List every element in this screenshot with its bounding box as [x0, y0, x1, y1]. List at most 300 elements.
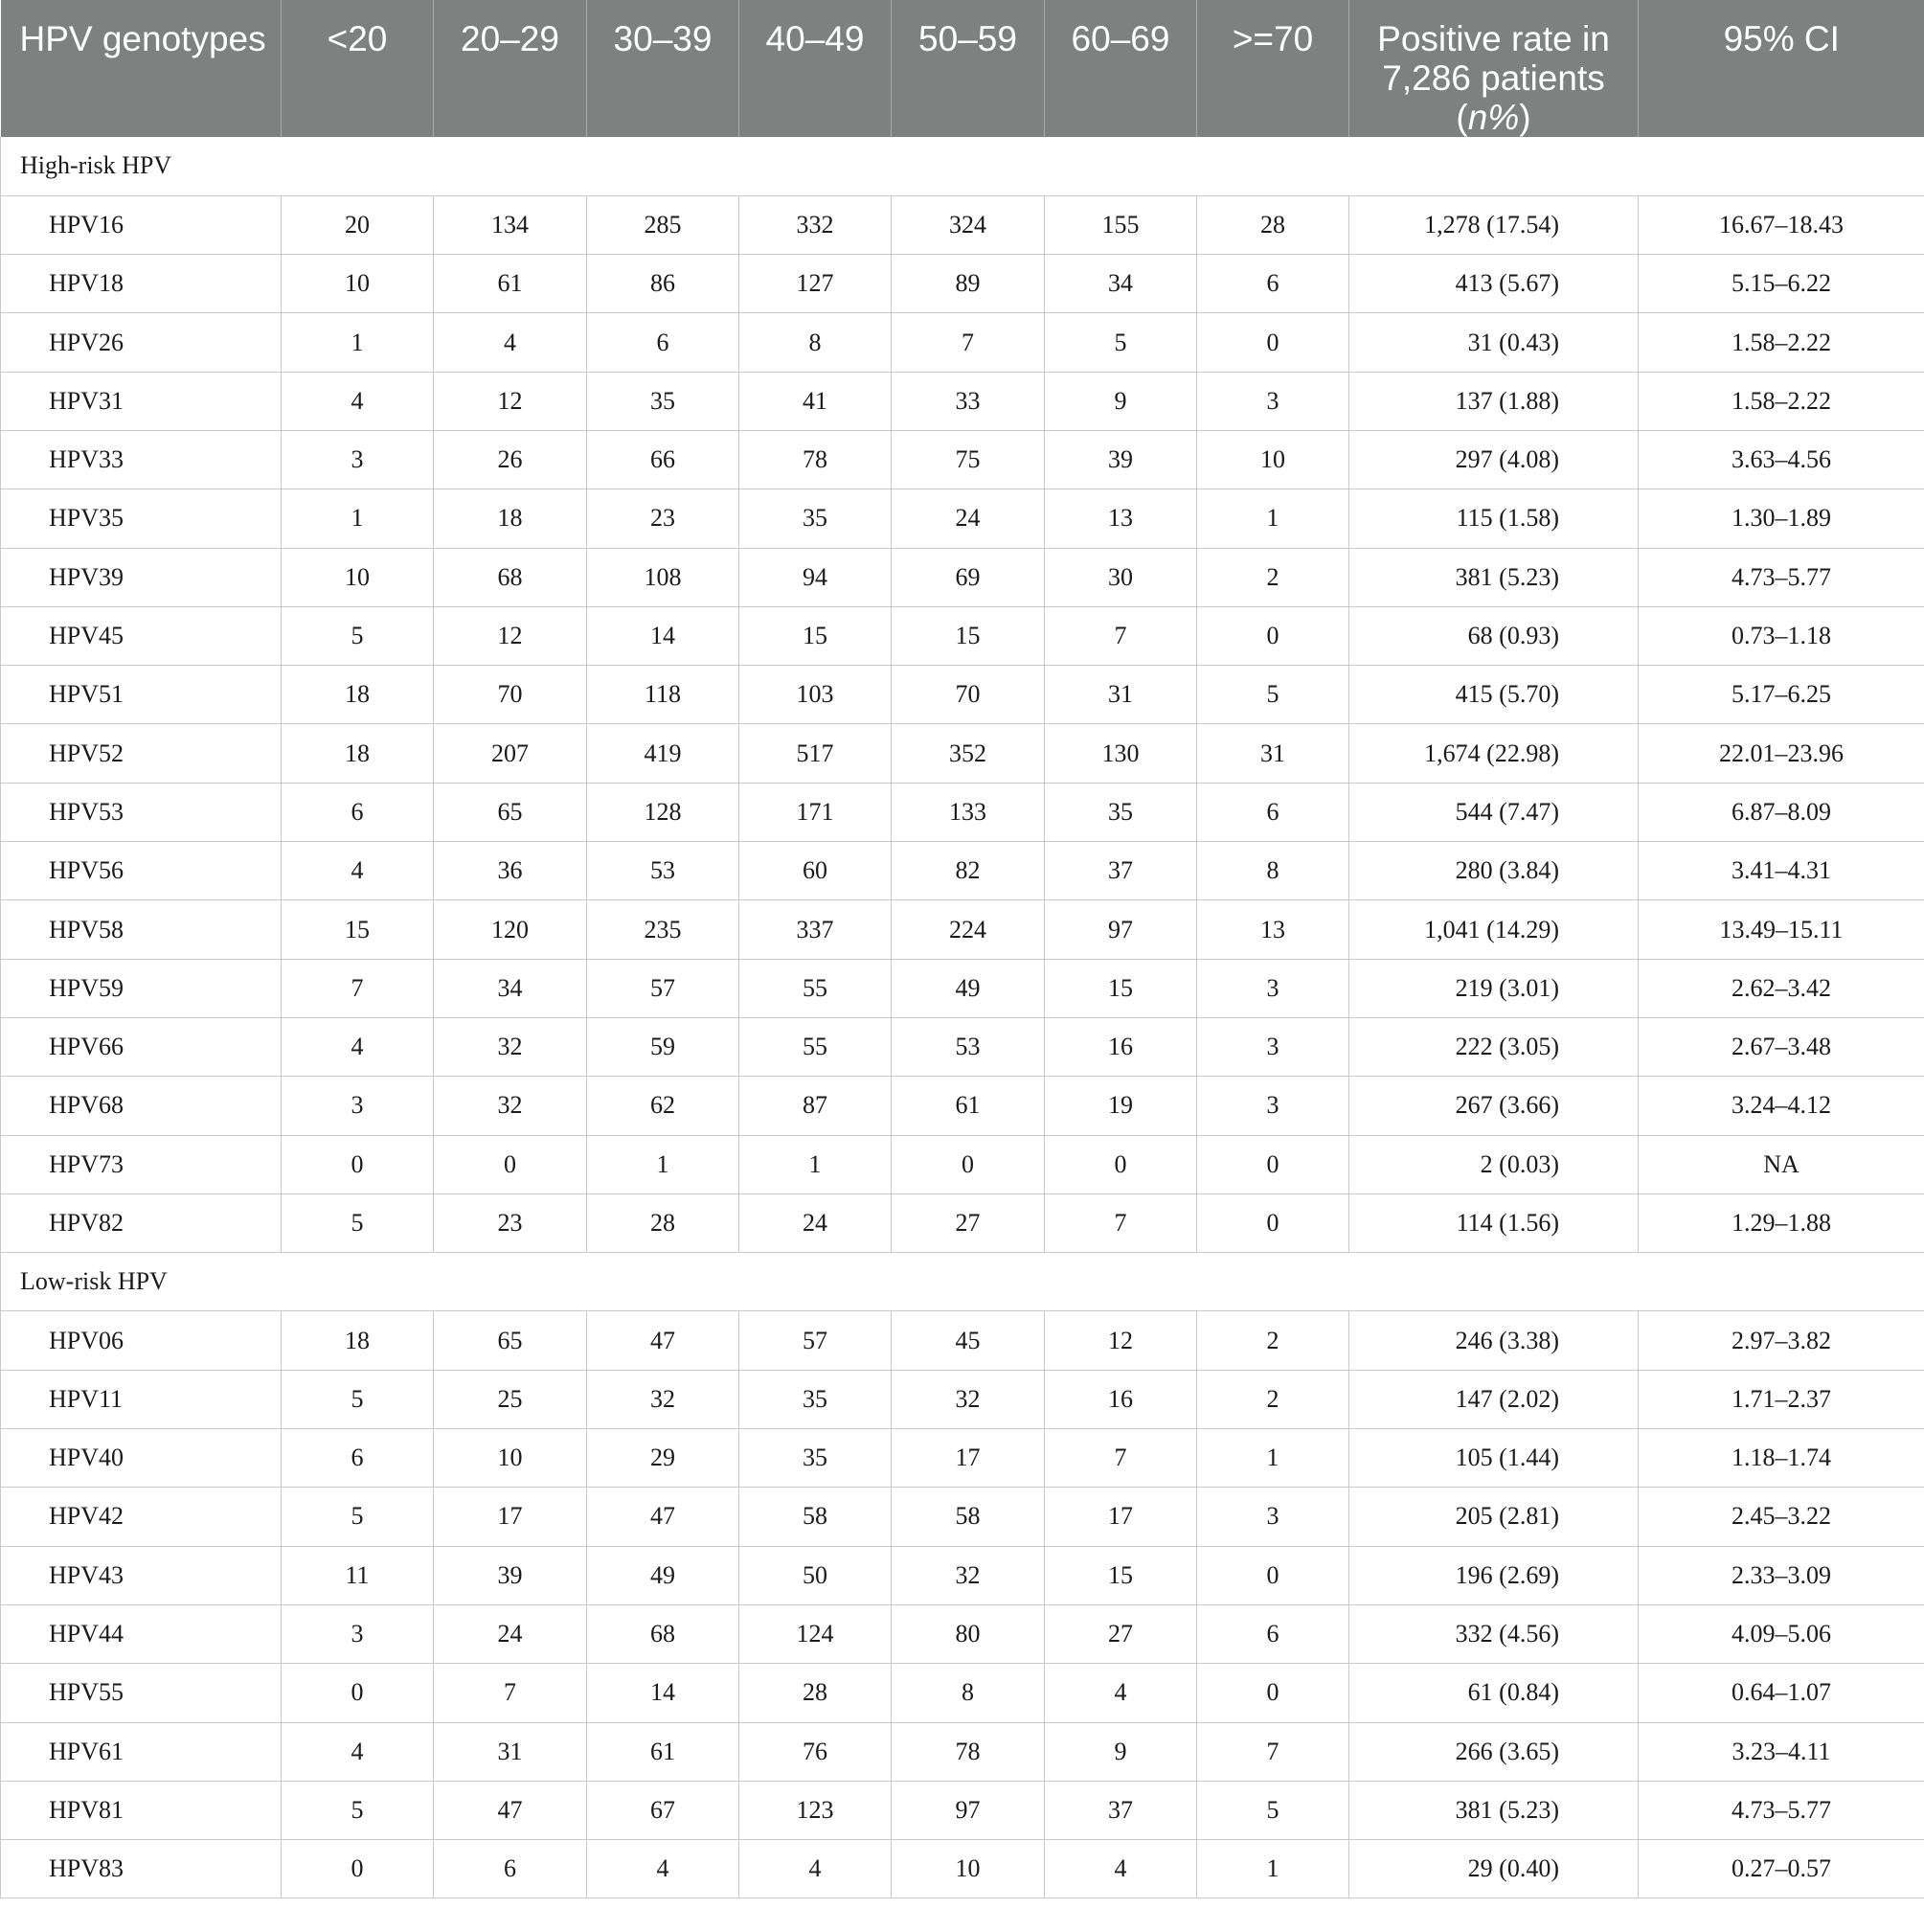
- count-cell: 133: [892, 783, 1045, 841]
- header-age-40-49: 40–49: [739, 0, 892, 137]
- count-cell: 49: [892, 959, 1045, 1017]
- count-cell: 224: [892, 900, 1045, 959]
- count-cell: 118: [587, 666, 739, 724]
- count-cell: 13: [1197, 900, 1349, 959]
- count-cell: 24: [892, 489, 1045, 548]
- count-cell: 171: [739, 783, 892, 841]
- count-cell: 86: [587, 255, 739, 313]
- count-cell: 0: [282, 1664, 434, 1722]
- count-cell: 130: [1045, 724, 1197, 783]
- count-cell: 9: [1045, 372, 1197, 430]
- table-row: [1, 255, 1924, 313]
- count-cell: 27: [892, 1193, 1045, 1252]
- count-cell: 6: [282, 783, 434, 841]
- header-genotype: HPV genotypes: [1, 0, 282, 137]
- count-cell: 35: [587, 372, 739, 430]
- table-row: [1, 842, 1924, 900]
- count-cell: 4: [434, 313, 587, 372]
- header-age-under-20: <20: [282, 0, 434, 137]
- count-cell: 35: [739, 1370, 892, 1428]
- count-cell: 0: [1197, 313, 1349, 372]
- ci-cell: 0.73–1.18: [1639, 606, 1924, 665]
- table-row: [1, 1488, 1924, 1546]
- count-cell: 3: [1197, 1488, 1349, 1546]
- genotype-cell: HPV42: [1, 1488, 282, 1546]
- genotype-cell: HPV44: [1, 1604, 282, 1663]
- genotype-cell: HPV56: [1, 842, 282, 900]
- table-row: [1, 959, 1924, 1017]
- count-cell: 18: [282, 666, 434, 724]
- count-cell: 27: [1045, 1604, 1197, 1663]
- count-cell: 1: [282, 313, 434, 372]
- count-cell: 3: [1197, 372, 1349, 430]
- table-row: [1, 1546, 1924, 1604]
- count-cell: 47: [434, 1781, 587, 1839]
- count-cell: 17: [434, 1488, 587, 1546]
- count-cell: 1: [282, 489, 434, 548]
- table-row: [1, 372, 1924, 430]
- ci-cell: 3.41–4.31: [1639, 842, 1924, 900]
- table-row: [1, 900, 1924, 959]
- count-cell: 127: [739, 255, 892, 313]
- count-cell: 20: [282, 195, 434, 254]
- count-cell: 4: [1045, 1664, 1197, 1722]
- count-cell: 65: [434, 783, 587, 841]
- count-cell: 17: [1045, 1488, 1197, 1546]
- table-row: [1, 313, 1924, 372]
- genotype-cell: HPV58: [1, 900, 282, 959]
- count-cell: 62: [587, 1077, 739, 1135]
- count-cell: 108: [587, 548, 739, 606]
- count-cell: 10: [892, 1840, 1045, 1898]
- count-cell: 45: [892, 1311, 1045, 1370]
- positive-rate-cell: 1,278 (17.54): [1349, 195, 1639, 254]
- count-cell: 14: [587, 1664, 739, 1722]
- count-cell: 37: [1045, 1781, 1197, 1839]
- ci-cell: 1.58–2.22: [1639, 372, 1924, 430]
- positive-rate-cell: 280 (3.84): [1349, 842, 1639, 900]
- positive-rate-cell: 115 (1.58): [1349, 489, 1639, 548]
- count-cell: 28: [739, 1664, 892, 1722]
- ci-cell: 4.73–5.77: [1639, 548, 1924, 606]
- count-cell: 32: [587, 1370, 739, 1428]
- count-cell: 4: [282, 372, 434, 430]
- header-positive-rate-suffix: ): [1519, 98, 1531, 137]
- count-cell: 15: [739, 606, 892, 665]
- count-cell: 32: [892, 1370, 1045, 1428]
- count-cell: 12: [434, 606, 587, 665]
- count-cell: 57: [587, 959, 739, 1017]
- ci-cell: 1.18–1.74: [1639, 1429, 1924, 1488]
- count-cell: 53: [892, 1017, 1045, 1076]
- count-cell: 8: [892, 1664, 1045, 1722]
- count-cell: 55: [739, 959, 892, 1017]
- count-cell: 4: [282, 1722, 434, 1781]
- count-cell: 32: [434, 1017, 587, 1076]
- count-cell: 120: [434, 900, 587, 959]
- count-cell: 6: [282, 1429, 434, 1488]
- genotype-cell: HPV61: [1, 1722, 282, 1781]
- count-cell: 0: [1197, 1546, 1349, 1604]
- count-cell: 32: [892, 1546, 1045, 1604]
- table-body: [1, 137, 1924, 1898]
- count-cell: 58: [739, 1488, 892, 1546]
- ci-cell: 13.49–15.11: [1639, 900, 1924, 959]
- count-cell: 3: [282, 430, 434, 489]
- count-cell: 6: [1197, 1604, 1349, 1663]
- header-positive-rate-italic: n%: [1467, 98, 1520, 137]
- count-cell: 419: [587, 724, 739, 783]
- genotype-cell: HPV39: [1, 548, 282, 606]
- count-cell: 5: [282, 1193, 434, 1252]
- count-cell: 19: [1045, 1077, 1197, 1135]
- count-cell: 34: [434, 959, 587, 1017]
- count-cell: 6: [1197, 255, 1349, 313]
- table-row: [1, 1077, 1924, 1135]
- count-cell: 12: [1045, 1311, 1197, 1370]
- count-cell: 32: [434, 1077, 587, 1135]
- genotype-cell: HPV51: [1, 666, 282, 724]
- count-cell: 68: [434, 548, 587, 606]
- count-cell: 18: [282, 724, 434, 783]
- count-cell: 0: [282, 1135, 434, 1193]
- ci-cell: 2.97–3.82: [1639, 1311, 1924, 1370]
- count-cell: 61: [892, 1077, 1045, 1135]
- count-cell: 0: [1197, 1193, 1349, 1252]
- count-cell: 24: [739, 1193, 892, 1252]
- count-cell: 1: [1197, 489, 1349, 548]
- ci-cell: 2.33–3.09: [1639, 1546, 1924, 1604]
- count-cell: 0: [1197, 1135, 1349, 1193]
- positive-rate-cell: 332 (4.56): [1349, 1604, 1639, 1663]
- table-row: [1, 1193, 1924, 1252]
- ci-cell: 3.23–4.11: [1639, 1722, 1924, 1781]
- count-cell: 58: [892, 1488, 1045, 1546]
- count-cell: 53: [587, 842, 739, 900]
- count-cell: 34: [1045, 255, 1197, 313]
- count-cell: 18: [282, 1311, 434, 1370]
- count-cell: 78: [892, 1722, 1045, 1781]
- count-cell: 0: [282, 1840, 434, 1898]
- count-cell: 7: [1045, 1193, 1197, 1252]
- count-cell: 15: [282, 900, 434, 959]
- count-cell: 70: [434, 666, 587, 724]
- count-cell: 9: [1045, 1722, 1197, 1781]
- table-row: [1, 1722, 1924, 1781]
- count-cell: 76: [739, 1722, 892, 1781]
- count-cell: 2: [1197, 1370, 1349, 1428]
- table-row: [1, 606, 1924, 665]
- count-cell: 517: [739, 724, 892, 783]
- count-cell: 5: [282, 1370, 434, 1428]
- genotype-cell: HPV73: [1, 1135, 282, 1193]
- table-row: [1, 1429, 1924, 1488]
- count-cell: 29: [587, 1429, 739, 1488]
- genotype-cell: HPV53: [1, 783, 282, 841]
- count-cell: 80: [892, 1604, 1045, 1663]
- ci-cell: 3.63–4.56: [1639, 430, 1924, 489]
- count-cell: 15: [1045, 959, 1197, 1017]
- positive-rate-cell: 267 (3.66): [1349, 1077, 1639, 1135]
- genotype-cell: HPV52: [1, 724, 282, 783]
- count-cell: 103: [739, 666, 892, 724]
- count-cell: 16: [1045, 1370, 1197, 1428]
- count-cell: 61: [434, 255, 587, 313]
- count-cell: 59: [587, 1017, 739, 1076]
- positive-rate-cell: 68 (0.93): [1349, 606, 1639, 665]
- table-row: [1, 1840, 1924, 1898]
- count-cell: 6: [587, 313, 739, 372]
- count-cell: 50: [739, 1546, 892, 1604]
- count-cell: 5: [1197, 1781, 1349, 1839]
- count-cell: 285: [587, 195, 739, 254]
- count-cell: 30: [1045, 548, 1197, 606]
- count-cell: 1: [1197, 1429, 1349, 1488]
- positive-rate-cell: 147 (2.02): [1349, 1370, 1639, 1428]
- group-label: Low-risk HPV: [1, 1253, 1924, 1311]
- count-cell: 31: [1045, 666, 1197, 724]
- genotype-cell: HPV43: [1, 1546, 282, 1604]
- genotype-cell: HPV26: [1, 313, 282, 372]
- table-row: [1, 666, 1924, 724]
- count-cell: 5: [282, 606, 434, 665]
- count-cell: 28: [587, 1193, 739, 1252]
- positive-rate-cell: 246 (3.38): [1349, 1311, 1639, 1370]
- count-cell: 14: [587, 606, 739, 665]
- table-row: [1, 548, 1924, 606]
- count-cell: 11: [282, 1546, 434, 1604]
- count-cell: 78: [739, 430, 892, 489]
- positive-rate-cell: 61 (0.84): [1349, 1664, 1639, 1722]
- count-cell: 94: [739, 548, 892, 606]
- positive-rate-cell: 29 (0.40): [1349, 1840, 1639, 1898]
- count-cell: 60: [739, 842, 892, 900]
- count-cell: 87: [739, 1077, 892, 1135]
- count-cell: 7: [892, 313, 1045, 372]
- genotype-cell: HPV31: [1, 372, 282, 430]
- positive-rate-cell: 137 (1.88): [1349, 372, 1639, 430]
- count-cell: 47: [587, 1488, 739, 1546]
- count-cell: 5: [1197, 666, 1349, 724]
- genotype-cell: HPV06: [1, 1311, 282, 1370]
- group-row: [1, 137, 1924, 195]
- count-cell: 25: [434, 1370, 587, 1428]
- table-row: [1, 1135, 1924, 1193]
- count-cell: 0: [434, 1135, 587, 1193]
- count-cell: 69: [892, 548, 1045, 606]
- table-row: [1, 430, 1924, 489]
- count-cell: 235: [587, 900, 739, 959]
- count-cell: 3: [1197, 1077, 1349, 1135]
- count-cell: 39: [434, 1546, 587, 1604]
- count-cell: 97: [1045, 900, 1197, 959]
- ci-cell: 0.27–0.57: [1639, 1840, 1924, 1898]
- count-cell: 70: [892, 666, 1045, 724]
- count-cell: 1: [1197, 1840, 1349, 1898]
- count-cell: 37: [1045, 842, 1197, 900]
- count-cell: 12: [434, 372, 587, 430]
- header-age-30-39: 30–39: [587, 0, 739, 137]
- count-cell: 6: [1197, 783, 1349, 841]
- table-row: [1, 489, 1924, 548]
- ci-cell: 2.45–3.22: [1639, 1488, 1924, 1546]
- count-cell: 5: [282, 1781, 434, 1839]
- count-cell: 0: [1197, 1664, 1349, 1722]
- count-cell: 6: [434, 1840, 587, 1898]
- genotype-cell: HPV35: [1, 489, 282, 548]
- positive-rate-cell: 415 (5.70): [1349, 666, 1639, 724]
- ci-cell: 4.09–5.06: [1639, 1604, 1924, 1663]
- positive-rate-cell: 544 (7.47): [1349, 783, 1639, 841]
- header-age-60-69: 60–69: [1045, 0, 1197, 137]
- count-cell: 123: [739, 1781, 892, 1839]
- count-cell: 33: [892, 372, 1045, 430]
- header-age-20-29: 20–29: [434, 0, 587, 137]
- table-row: [1, 1017, 1924, 1076]
- table-row: [1, 1604, 1924, 1663]
- count-cell: 61: [587, 1722, 739, 1781]
- positive-rate-cell: 222 (3.05): [1349, 1017, 1639, 1076]
- count-cell: 2: [1197, 1311, 1349, 1370]
- ci-cell: 1.71–2.37: [1639, 1370, 1924, 1428]
- header-age-70-plus: >=70: [1197, 0, 1349, 137]
- count-cell: 68: [587, 1604, 739, 1663]
- ci-cell: 3.24–4.12: [1639, 1077, 1924, 1135]
- count-cell: 10: [282, 255, 434, 313]
- group-label: High-risk HPV: [1, 137, 1924, 195]
- count-cell: 31: [434, 1722, 587, 1781]
- ci-cell: 22.01–23.96: [1639, 724, 1924, 783]
- genotype-cell: HPV18: [1, 255, 282, 313]
- count-cell: 2: [1197, 548, 1349, 606]
- positive-rate-cell: 105 (1.44): [1349, 1429, 1639, 1488]
- ci-cell: 5.17–6.25: [1639, 666, 1924, 724]
- count-cell: 35: [739, 489, 892, 548]
- count-cell: 332: [739, 195, 892, 254]
- table-row: [1, 1370, 1924, 1428]
- count-cell: 49: [587, 1546, 739, 1604]
- count-cell: 3: [282, 1604, 434, 1663]
- positive-rate-cell: 381 (5.23): [1349, 548, 1639, 606]
- genotype-cell: HPV83: [1, 1840, 282, 1898]
- count-cell: 10: [434, 1429, 587, 1488]
- genotype-cell: HPV45: [1, 606, 282, 665]
- count-cell: 207: [434, 724, 587, 783]
- positive-rate-cell: 205 (2.81): [1349, 1488, 1639, 1546]
- positive-rate-cell: 266 (3.65): [1349, 1722, 1639, 1781]
- genotype-cell: HPV11: [1, 1370, 282, 1428]
- count-cell: 15: [1045, 1546, 1197, 1604]
- positive-rate-cell: 219 (3.01): [1349, 959, 1639, 1017]
- count-cell: 31: [1197, 724, 1349, 783]
- count-cell: 15: [892, 606, 1045, 665]
- count-cell: 337: [739, 900, 892, 959]
- genotype-cell: HPV59: [1, 959, 282, 1017]
- positive-rate-cell: 297 (4.08): [1349, 430, 1639, 489]
- count-cell: 24: [434, 1604, 587, 1663]
- count-cell: 7: [434, 1664, 587, 1722]
- ci-cell: 1.29–1.88: [1639, 1193, 1924, 1252]
- count-cell: 39: [1045, 430, 1197, 489]
- count-cell: 4: [587, 1840, 739, 1898]
- count-cell: 57: [739, 1311, 892, 1370]
- ci-cell: 16.67–18.43: [1639, 195, 1924, 254]
- count-cell: 23: [587, 489, 739, 548]
- count-cell: 8: [1197, 842, 1349, 900]
- count-cell: 1: [739, 1135, 892, 1193]
- count-cell: 7: [1045, 1429, 1197, 1488]
- count-cell: 10: [1197, 430, 1349, 489]
- count-cell: 89: [892, 255, 1045, 313]
- count-cell: 4: [1045, 1840, 1197, 1898]
- count-cell: 7: [282, 959, 434, 1017]
- count-cell: 17: [892, 1429, 1045, 1488]
- positive-rate-cell: 196 (2.69): [1349, 1546, 1639, 1604]
- count-cell: 75: [892, 430, 1045, 489]
- count-cell: 4: [739, 1840, 892, 1898]
- count-cell: 1: [587, 1135, 739, 1193]
- count-cell: 8: [739, 313, 892, 372]
- table-row: [1, 1311, 1924, 1370]
- genotype-cell: HPV81: [1, 1781, 282, 1839]
- ci-cell: 2.67–3.48: [1639, 1017, 1924, 1076]
- header-positive-rate: [1349, 0, 1639, 137]
- count-cell: 4: [282, 1017, 434, 1076]
- count-cell: 13: [1045, 489, 1197, 548]
- table-row: [1, 783, 1924, 841]
- table-row: [1, 195, 1924, 254]
- count-cell: 324: [892, 195, 1045, 254]
- ci-cell: 6.87–8.09: [1639, 783, 1924, 841]
- count-cell: 128: [587, 783, 739, 841]
- count-cell: 0: [1197, 606, 1349, 665]
- count-cell: 7: [1045, 606, 1197, 665]
- count-cell: 4: [282, 842, 434, 900]
- count-cell: 41: [739, 372, 892, 430]
- count-cell: 55: [739, 1017, 892, 1076]
- count-cell: 7: [1197, 1722, 1349, 1781]
- ci-cell: 0.64–1.07: [1639, 1664, 1924, 1722]
- count-cell: 26: [434, 430, 587, 489]
- header-positive-rate-prefix: Positive rate in 7,286 patients (: [1377, 19, 1610, 137]
- header-age-50-59: 50–59: [892, 0, 1045, 137]
- count-cell: 0: [1045, 1135, 1197, 1193]
- count-cell: 10: [282, 548, 434, 606]
- count-cell: 124: [739, 1604, 892, 1663]
- ci-cell: 2.62–3.42: [1639, 959, 1924, 1017]
- genotype-cell: HPV33: [1, 430, 282, 489]
- count-cell: 3: [1197, 959, 1349, 1017]
- count-cell: 66: [587, 430, 739, 489]
- genotype-cell: HPV40: [1, 1429, 282, 1488]
- positive-rate-cell: 413 (5.67): [1349, 255, 1639, 313]
- ci-cell: 5.15–6.22: [1639, 255, 1924, 313]
- count-cell: 35: [739, 1429, 892, 1488]
- count-cell: 18: [434, 489, 587, 548]
- count-cell: 5: [282, 1488, 434, 1546]
- count-cell: 5: [1045, 313, 1197, 372]
- count-cell: 0: [892, 1135, 1045, 1193]
- positive-rate-cell: 31 (0.43): [1349, 313, 1639, 372]
- group-row: [1, 1253, 1924, 1311]
- count-cell: 97: [892, 1781, 1045, 1839]
- count-cell: 36: [434, 842, 587, 900]
- positive-rate-cell: 114 (1.56): [1349, 1193, 1639, 1252]
- genotype-cell: HPV55: [1, 1664, 282, 1722]
- count-cell: 155: [1045, 195, 1197, 254]
- count-cell: 16: [1045, 1017, 1197, 1076]
- positive-rate-cell: 2 (0.03): [1349, 1135, 1639, 1193]
